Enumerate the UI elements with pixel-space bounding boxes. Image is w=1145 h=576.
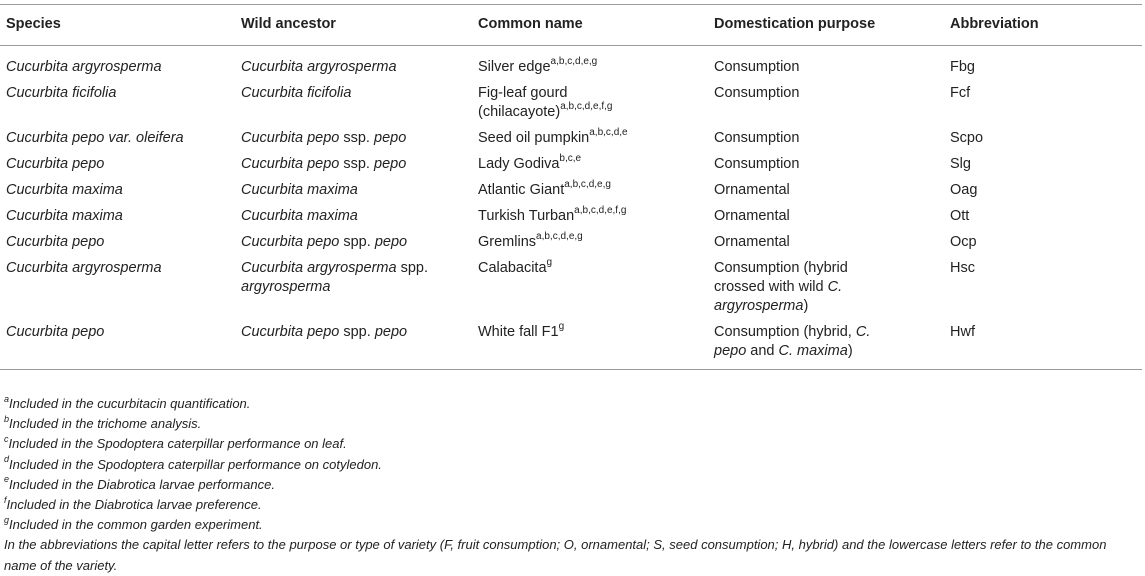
ancestor-subspecies: pepo xyxy=(374,234,408,250)
common-name-cell xyxy=(472,178,708,204)
ancestor-cell xyxy=(235,320,472,370)
common-name-cell xyxy=(472,126,708,152)
footnote-mark: f xyxy=(4,494,7,505)
purpose-cell xyxy=(708,320,944,370)
table-row xyxy=(0,152,1142,178)
footnote-text: Included in the Diabrotica larvae performance. xyxy=(9,476,275,492)
abbreviation-cell: Slg xyxy=(950,156,971,172)
table-footnotes xyxy=(4,394,1142,576)
purpose-text: Consumption (hybrid, xyxy=(714,324,856,340)
abbreviation-note: In the abbreviations the capital letter refers to the purpose or type of variety (F, fruit consumption; O, ornamental; S, seed consumption; H, hybrid) and the lowercase letters refer to the common name of the variety. xyxy=(4,537,1107,573)
ancestor-subspecies: pepo xyxy=(374,156,407,172)
table-row xyxy=(0,256,1142,320)
footnote xyxy=(4,394,1142,414)
ancestor-genus: Cucurbita pepo xyxy=(241,324,340,340)
purpose-species-2: C. maxima xyxy=(778,343,848,359)
common-name-cell xyxy=(472,204,708,230)
purpose-close: ) xyxy=(847,343,853,359)
table-row xyxy=(0,126,1142,152)
ancestor-genus: Cucurbita pepo xyxy=(241,130,340,146)
common-name-cell xyxy=(472,46,708,82)
footnote-text: Included in the Spodoptera caterpillar performance on cotyledon. xyxy=(9,456,382,472)
purpose-cell: Consumption xyxy=(714,130,800,146)
purpose-cell: Consumption xyxy=(714,85,800,101)
ancestor-rank: spp. xyxy=(396,260,428,276)
purpose-cell: Consumption xyxy=(714,59,800,75)
abbreviation-cell: Fcf xyxy=(950,85,971,101)
header-domestication-purpose: Domestication purpose xyxy=(708,5,944,46)
species-cell: Cucurbita maxima xyxy=(6,208,123,224)
abbreviation-cell: Hsc xyxy=(950,260,975,276)
ancestor-rank: spp. xyxy=(339,234,375,250)
common-name-cell xyxy=(472,152,708,178)
footnote-marks: a,b,c,d,e,g xyxy=(550,56,598,68)
ancestor-genus: Cucurbita argyrosperma xyxy=(241,260,397,276)
common-name-cell xyxy=(472,230,708,256)
footnote-marks: a,b,c,d,e,g xyxy=(536,231,583,243)
common-name-cell xyxy=(472,256,708,320)
abbreviation-cell: Hwf xyxy=(944,320,1142,370)
cucurbita-varieties-table xyxy=(0,4,1142,370)
ancestor-cell: Cucurbita argyrosperma xyxy=(241,59,397,75)
footnote xyxy=(4,495,1142,515)
common-name-text: Silver edge xyxy=(478,59,551,75)
table-row xyxy=(0,178,1142,204)
footnote-marks: a,b,c,d,e,g xyxy=(564,179,611,191)
footnote-text: Included in the Spodoptera caterpillar performance on leaf. xyxy=(8,436,347,452)
common-name-text: Gremlins xyxy=(478,234,537,250)
abbreviation-cell: Ocp xyxy=(950,234,977,250)
common-name-text: Calabacita xyxy=(478,260,547,276)
common-name-text: White fall F1 xyxy=(478,324,559,340)
table-row xyxy=(0,46,1142,82)
header-common-name: Common name xyxy=(472,5,708,46)
footnote-marks: a,b,c,d,e,f,g xyxy=(574,205,627,217)
ancestor-cell: Cucurbita maxima xyxy=(241,182,358,198)
species-cell: Cucurbita argyrosperma xyxy=(6,59,162,75)
footnote-mark: g xyxy=(4,514,10,525)
common-name-text: Atlantic Giant xyxy=(478,182,565,198)
footnote-text: Included in the trichome analysis. xyxy=(9,416,202,432)
footnote-text: Included in the common garden experiment. xyxy=(9,517,263,533)
species-cell: Cucurbita argyrosperma xyxy=(6,260,162,276)
footnote xyxy=(4,434,1142,454)
common-name-cell xyxy=(472,320,708,370)
common-name-text: Turkish Turban xyxy=(478,208,575,224)
ancestor-subspecies: pepo xyxy=(374,130,407,146)
purpose-species: C. argyrosperma xyxy=(714,279,843,314)
ancestor-rank: spp. xyxy=(339,324,375,340)
ancestor-subspecies: pepo xyxy=(374,324,408,340)
purpose-cell xyxy=(708,256,944,320)
ancestor-genus: Cucurbita pepo xyxy=(241,156,340,172)
header-species: Species xyxy=(0,5,235,46)
purpose-text: Consumption (hybrid crossed with wild xyxy=(714,260,848,295)
ancestor-cell xyxy=(235,126,472,152)
species-cell: Cucurbita pepo xyxy=(0,320,235,370)
footnote-text: Included in the cucurbitacin quantification. xyxy=(9,396,251,411)
ancestor-cell: Cucurbita ficifolia xyxy=(241,85,352,101)
ancestor-genus: Cucurbita pepo xyxy=(241,234,340,250)
footnote xyxy=(4,475,1142,495)
footnote-marks: g xyxy=(558,321,565,333)
ancestor-rank: ssp. xyxy=(339,130,374,146)
purpose-cell: Ornamental xyxy=(714,182,790,198)
abbreviation-cell: Oag xyxy=(950,182,978,198)
purpose-cell: Ornamental xyxy=(714,234,790,250)
species-cell: Cucurbita ficifolia xyxy=(6,85,117,101)
species-cell: Cucurbita maxima xyxy=(6,182,123,198)
ancestor-cell: Cucurbita maxima xyxy=(241,208,358,224)
ancestor-rank: ssp. xyxy=(339,156,374,172)
footnote-mark: c xyxy=(4,434,9,445)
ancestor-cell xyxy=(235,256,472,320)
footnote xyxy=(4,414,1142,434)
abbreviation-cell: Scpo xyxy=(950,130,984,146)
footnote-text: Included in the Diabrotica larvae preference. xyxy=(6,497,262,513)
abbreviation-cell: Fbg xyxy=(950,59,975,75)
footnote-mark: e xyxy=(4,474,10,485)
species-cell: Cucurbita pepo var. oleifera xyxy=(6,130,184,146)
table-row xyxy=(0,320,1142,370)
header-wild-ancestor: Wild ancestor xyxy=(235,5,472,46)
footnote xyxy=(4,515,1142,535)
footnote-mark: b xyxy=(4,413,10,424)
abbreviation-cell: Ott xyxy=(950,208,970,224)
footnote xyxy=(4,455,1142,475)
footnote-mark: d xyxy=(4,454,10,465)
ancestor-cell xyxy=(235,152,472,178)
purpose-cell: Consumption xyxy=(714,156,800,172)
ancestor-subspecies: argyrosperma xyxy=(241,279,331,295)
purpose-species: C. pepo xyxy=(714,324,871,359)
table-row xyxy=(0,81,1142,126)
purpose-close: ) xyxy=(803,298,809,314)
footnote-marks: g xyxy=(546,257,553,269)
table-header-row xyxy=(0,5,1142,46)
footnote-marks: a,b,c,d,e,f,g xyxy=(560,101,613,113)
header-abbreviation: Abbreviation xyxy=(944,5,1142,46)
common-name-text: Lady Godiva xyxy=(478,156,560,172)
footnote-marks: b,c,e xyxy=(559,153,582,165)
footnote-marks: a,b,c,d,e xyxy=(589,127,628,139)
common-name-cell xyxy=(472,81,708,126)
purpose-cell: Ornamental xyxy=(714,208,790,224)
footnote-mark: a xyxy=(4,393,10,404)
common-name-text: Seed oil pumpkin xyxy=(478,130,590,146)
species-cell: Cucurbita pepo xyxy=(6,156,105,172)
table-row xyxy=(0,230,1142,256)
species-cell: Cucurbita pepo xyxy=(6,234,105,250)
ancestor-cell xyxy=(235,230,472,256)
table-row xyxy=(0,204,1142,230)
common-name-text: Fig-leaf gourd (chilacayote) xyxy=(478,85,568,120)
purpose-joiner: and xyxy=(746,343,779,359)
